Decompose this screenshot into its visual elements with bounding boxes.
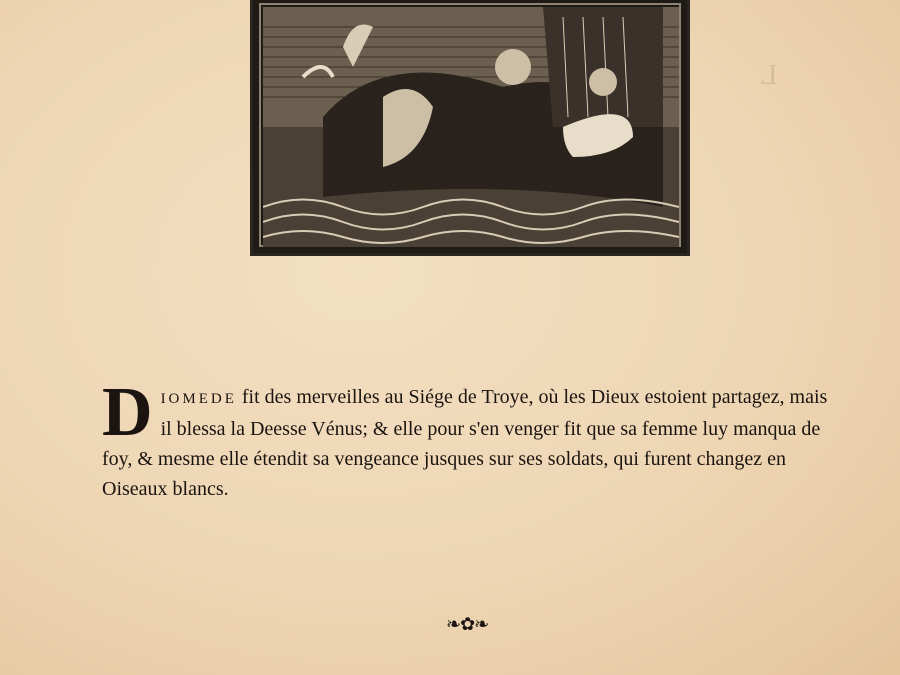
fleuron-ornament: ❧✿❧ [446,614,489,635]
show-through-text: L [760,60,778,91]
drop-cap-initial: D [102,374,153,451]
lead-word: IOMEDE [160,391,237,407]
engraving-illustration [250,0,690,256]
paragraph-text: fit des merveilles au Siége de Troye, où les Dieux estoient partagez, mais il blessa la Deesse Vénus; & elle pour s'en venger fit que sa femme luy manqua de foy, & mesme elle étendit sa vengeance jusques sur ses soldats, qui furent changez en Oiseaux blancs. [102,386,828,500]
body-paragraph [102,374,834,504]
ship-scene-engraving [263,7,679,247]
